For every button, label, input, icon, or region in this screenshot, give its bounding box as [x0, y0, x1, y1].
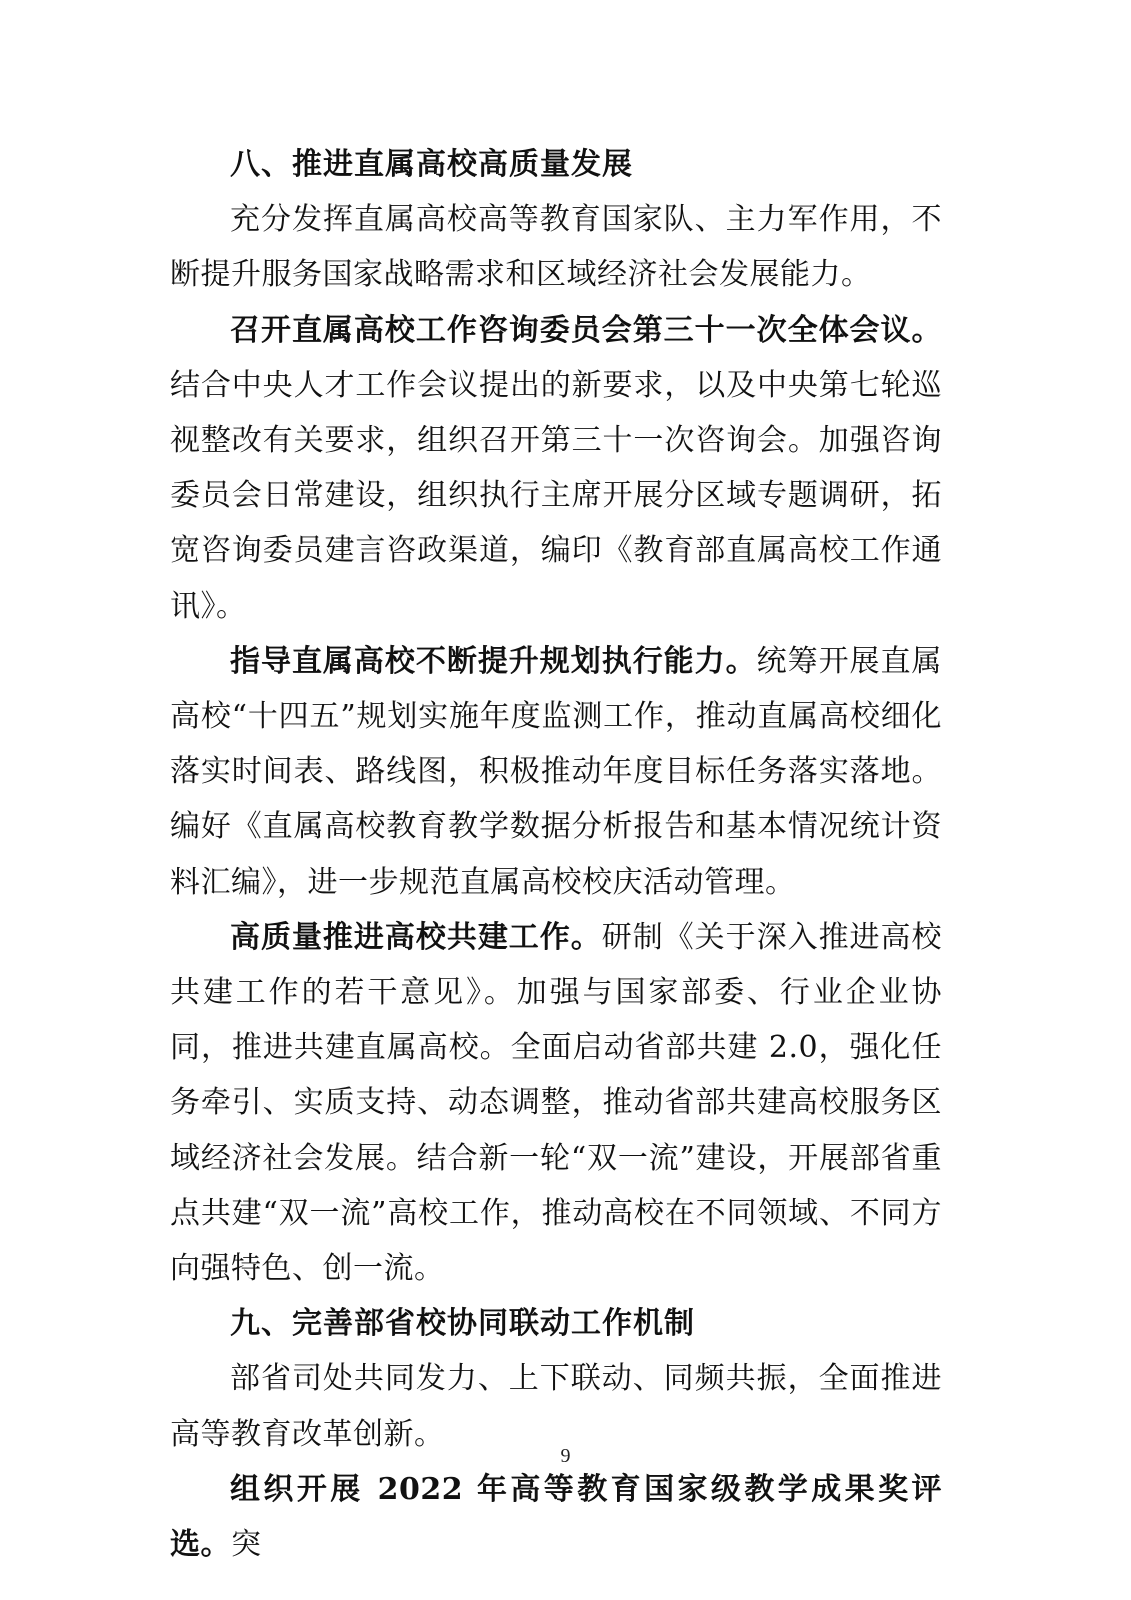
paragraph-body: 研制《关于深入推进高校共建工作的若干意见》。加强与国家部委、行业企业协同，推进共建直属高校。全面启动省部共建 2.0，强化任务牵引、实质支持、动态调整，推动省部共建高校服务区域经济社会发展。结合新一轮“双一流”建设，开展部省重点共建“双一流”高校工作，推动高校在不同领域、不同方向强特色、创一流。 — [170, 919, 943, 1287]
paragraph — [170, 303, 942, 634]
page-number: 9 — [560, 1445, 571, 1467]
section-heading: 九、完善部省校协同联动工作机制 — [230, 1306, 695, 1342]
paragraph-lead: 组织开展 2022 年高等教育国家级教学成果奖评选。 — [170, 1471, 942, 1563]
paragraph-lead: 指导直属高校不断提升规划执行能力。 — [230, 643, 757, 679]
paragraph-lead: 高质量推进高校共建工作。 — [230, 919, 602, 955]
paragraph-lead: 召开直属高校工作咨询委员会第三十一次全体会议。 — [230, 312, 942, 348]
section-intro: 充分发挥直属高校高等教育国家队、主力军作用，不断提升服务国家战略需求和区域经济社会发展能力。 — [170, 202, 942, 293]
page-body — [170, 137, 942, 1572]
paragraph-body: 结合中央人才工作会议提出的新要求，以及中央第七轮巡视整改有关要求，组织召开第三十一次咨询会。加强咨询委员会日常建设，组织执行主席开展分区域专题调研，拓宽咨询委员建言咨政渠道，编印《教育部直属高校工作通讯》。 — [170, 367, 942, 624]
paragraph — [170, 910, 942, 1296]
paragraph — [170, 1462, 942, 1572]
paragraph — [170, 634, 942, 910]
section-intro: 部省司处共同发力、上下联动、同频共振，全面推进高等教育改革创新。 — [170, 1361, 942, 1452]
paragraph-body: 统筹开展直属高校“十四五”规划实施年度监测工作，推动直属高校细化落实时间表、路线图，积极推动年度目标任务落实落地。编好《直属高校教育教学数据分析报告和基本情况统计资料汇编》，进一步规范直属高校校庆活动管理。 — [170, 643, 943, 900]
section-heading: 八、推进直属高校高质量发展 — [230, 147, 633, 182]
paragraph-body: 突 — [231, 1527, 262, 1563]
